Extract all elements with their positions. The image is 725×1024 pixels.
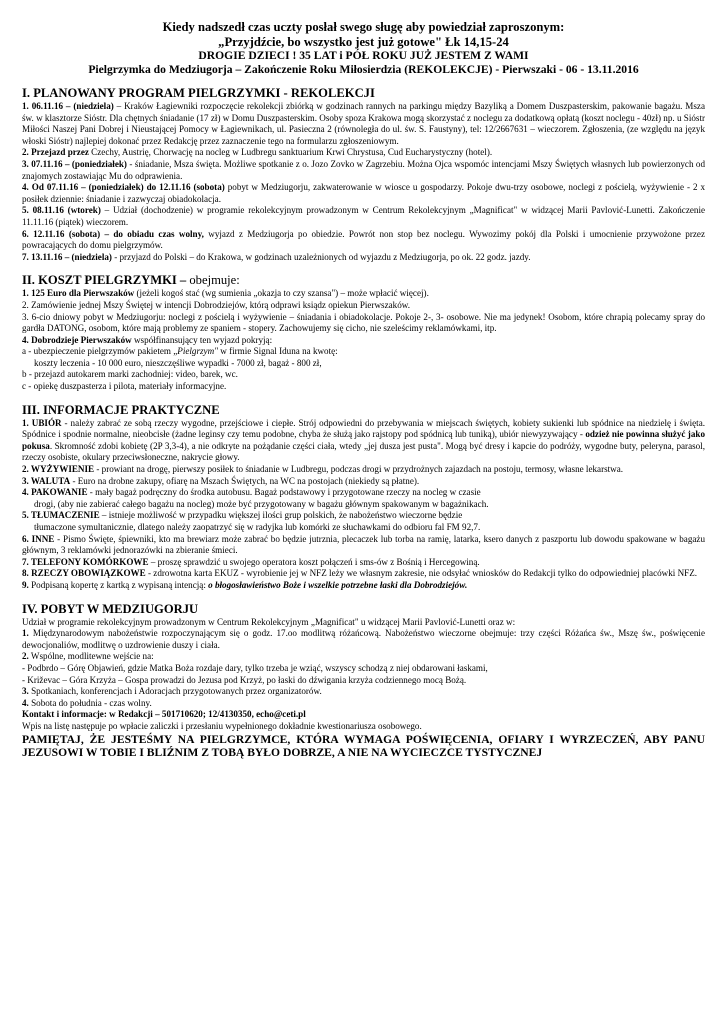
section-4-title: IV. POBYT W MEDZIUGORJU <box>22 601 199 616</box>
info-item-7: 7. TELEFONY KOMÓRKOWE – proszę sprawdzić u swojego operatora koszt połączeń i sms-ów z Bośnią i Hercegowiną. <box>22 556 480 567</box>
stay-item-2-dash-1: - Podbrdo – Górę Objawień, gdzie Matka Boża rozdaje dary, tylko trzeba je wziąć, wszyscy schodzą z niej obdarowani łaskami, <box>22 662 488 673</box>
contact-line: Kontakt i informacje: w Redakcji – 501710620; 12/4130350, echo@ceti.pl <box>22 709 306 720</box>
info-item-6: 6. INNE - Pismo Święte, śpiewniki, kto ma brewiarz może zabrać bo będzie jutrznia, plecaczek lub torba na ramię, latarka, ksero danych z paszportu lub dowodu spakowane w bagażu głównym, 3 reklamówki jednorazówki na zbieranie śmieci. <box>22 533 705 556</box>
info-item-5-cont: tłumaczone symultanicznie, dlatego należy zaopatrzyć się w radyjka lub komórki ze słuchawkami do odbioru fal FM 92,7. <box>34 522 481 532</box>
header-line-1: Kiedy nadszedł czas uczty posłał swego sługę aby powiedział zaproszonym: <box>162 20 565 34</box>
stay-item-2-dash-2: - Križevac – Góra Krzyża – Gospa prowadzi do Jezusa pod Krzyż, po łaski do dźwigania krzyża codziennego mocą Bożą. <box>22 674 467 685</box>
info-item-8: 8. RZECZY OBOWIĄZKOWE - zdrowotna karta EKUZ - wyrobienie jej w NFZ leży we własnym zakresie, nie odsyłać wniosków do Redakcji tylko do odpowiedniej placówki NFZ. <box>22 568 698 579</box>
section-1-title: I. PLANOWANY PROGRAM PIELGRZYMKI - REKOLEKCJI <box>22 86 375 100</box>
cost-item-a-details: koszty leczenia - 10 000 euro, nieszczęśliwe wypadki - 7000 zł, bagaż - 800 zł, <box>34 357 322 368</box>
cost-item-c: c - opiekę duszpasterza i pilota, materiały informacyjne. <box>22 381 227 392</box>
program-item-3: 3. 07.11.16 – (poniedziałek) - śniadanie, Msza święta. Możliwe spotkanie z o. Jozo Zovko w Zagrzebiu. Można Ojca wspomóc intencjami Mszy Świętych własnych lub powierzonych od znajomych zostawiając Mu do odprawienia. <box>22 158 705 181</box>
info-item-4: 4. PAKOWANIE - mały bagaż podręczny do środka autobusu. Bagaż podstawowy i przygotowane rzeczy na nocleg w czasie <box>22 487 481 498</box>
info-item-3: 3. WALUTA - Euro na drobne zakupy, ofiarę na Mszach Świętych, na WC na postojach (niekiedy są płatne). <box>22 475 420 486</box>
section-3-title: III. INFORMACJE PRAKTYCZNE <box>22 402 220 417</box>
cost-item-a: a - ubezpieczenie pielgrzymów pakietem „Pielgrzym" w firmie Signal Iduna na kwotę: <box>22 346 338 357</box>
cost-item-3: 3. 6-cio dniowy pobyt w Medziugorju: noclegi z pościelą i wyżywienie – śniadania i obiadokolacje. Pokoje 2-, 3- osobowe. Nie ma jedynek! Osobom, które chrapią polecamy spray do gardła DATONG, osobom, które mają problemy ze spaniem - stopery. Zachowujemy się cicho, nie szeleścimy reklamówkami, itp. <box>22 311 705 334</box>
stay-item-1: 1. Międzynarodowym nabożeństwie rozpoczynającym się o godz. 17.oo modlitwą różańcową. Nabożeństwo wieczorne obejmuje: trzy części Różańca św., Mszę św., poświęcenie dewocjonaliów, modlitwę o uzdrowienie duszy i ciała. <box>22 628 705 650</box>
final-reminder: PAMIĘTAJ, ŻE JESTEŚMY NA PIELGRZYMCE, KTÓRA WYMAGA POŚWIĘCENIA, OFIARY I WYRZECZEŃ, ABY PANU JEZUSOWI W TOBIE I BLIŹNIM Z TOBĄ BYŁO DOBRZE, A NIE NA WYCIECZCE TYSTYCZNEJ <box>22 732 705 760</box>
stay-intro: Udział w programie rekolekcyjnym prowadzonym w Centrum Rekolekcyjnym „Magnificat" u widzącej Marii Pavlović-Lunetti oraz w: <box>22 616 516 627</box>
info-item-2: 2. WYŻYWIENIE - prowiant na drogę, pierwszy posiłek to śniadanie w Ludbregu, podczas drogi w przydrożnych zajazdach na postoju, termosy, własne lekarstwa. <box>22 464 624 475</box>
header-line-2: „Przyjdźcie, bo wszystko jest już gotowe" Łk 14,15-24 <box>218 34 509 49</box>
info-item-1: 1. UBIÓR - należy zabrać ze sobą rzeczy wygodne, przejściowe i ciepłe. Strój odpowiedni do przebywania w miejscach świętych, kobiety sukienki lub spódnice na niedzielę i święta. Spódnice i spodnie normalne, nieobcisłe (żadne leginsy czy temu podobne, chyba że służą jako rajstopy pod spódnicą lub tuniką), ubiór niewyzywający - odzież nie powinna służyć jako pokusa. Skromność zdobi kobietę (2P 3,3-4), a nie odkryte na pożądanie części ciała, wtedy „jej dusza jest pusta". Mogą być dresy i kapcie do podróży, wygodne buty, peleryna, parasol, rzeczy osobiste, okulary przeciwsłoneczne, nakrycie głowy. <box>22 417 705 463</box>
info-item-5: 5. TŁUMACZENIE – istnieje możliwość w przypadku większej ilości grup polskich, że nabożeństwo wieczorne będzie <box>22 510 463 521</box>
program-item-4: 4. Od 07.11.16 – (poniedziałek) do 12.11.16 (sobota) pobyt w Medziugorju, zakwaterowanie w wiosce u gospodarzy. Pokoje dwu-trzy osobowe, noclegi z pościelą, wyżywienie - 2 x posiłek dziennie: śniadanie i zazwyczaj obiadokolacja. <box>22 182 706 204</box>
stay-item-2: 2. Wspólne, modlitewne wejście na: <box>22 651 154 662</box>
program-item-7: 7. 13.11.16 – (niedziela) - przyjazd do Polski – do Krakowa, w godzinach uzależnionych od wyjazdu z Medziugorja, po ok. 22 godz. jazdy. <box>22 251 531 262</box>
cost-item-2: 2. Zamówienie jednej Mszy Świętej w intencji Dobrodziejów, którą odprawi ksiądz opiekun Pierwszaków. <box>22 299 410 310</box>
cost-item-b: b - przejazd autokarem marki zachodniej: video, barek, wc. <box>22 369 238 380</box>
header-line-3: DROGIE DZIECI ! 35 LAT i PÓŁ ROKU JUŻ JESTEM Z WAMI <box>198 49 529 63</box>
cost-item-4: 4. Dobrodzieje Pierwszaków współfinansujący ten wyjazd pokryją: <box>22 334 273 345</box>
program-item-1: 1. 06.11.16 – (niedziela) – Kraków Łagiewniki rozpoczęcie rekolekcji zbiórką w godzinach rannych na parkingu między Bazyliką a Domem Duszpasterskim, pakowanie bagażu. Msza św. w klasztorze Sióstr. Dla chętnych śniadanie (17 zł) w Domu Duszpasterskim. Osoby spoza Krakowa mogą skorzystać z noclegu za dodatkową opłatą (koszt noclegu - 40zł) np. u Sióstr Miłości Naszej Pani Dobrej i Nieustającej Pomocy w Łagiewnikach, ul. Pasieczna 2 (równoległa do ul. św. S. Faustyny), tel: 12/2667631 – wieczorem. Zgłoszenia, (ze względu na język włoski Sióstr) najlepiej dokonać przez Redakcję przez zaznaczenie tego na formularzu zgłoszeniowym. <box>22 101 706 146</box>
info-item-4-cont: drogi, (aby nie zabierać całego bagażu na nocleg) może być przygotowany w bagażu głównym spakowanym w bagażnikach. <box>34 498 489 509</box>
program-item-2: 2. Przejazd przez Czechy, Austrię, Chorwację na nocleg w Ludbregu sanktuarium Krwi Chrystusa, Cud Eucharystyczny (hotel). <box>22 147 493 158</box>
info-item-9: 9. Podpisaną kopertę z kartką z wypisaną intencją: o błogosławieństwo Boże i wszelkie potrzebne łaski dla Dobrodziejów. <box>22 579 468 590</box>
section-2-title: II. KOSZT PIELGRZYMKI – obejmuje: <box>22 273 240 288</box>
document-page <box>22 20 705 760</box>
header-line-4: Pielgrzymka do Medziugorja – Zakończenie Roku Miłosierdzia (REKOLEKCJE) - Pierwszaki - 06 - 13.11.2016 <box>88 62 639 76</box>
registration-note: Wpis na listę następuje po wpłacie zaliczki i przesłaniu wypełnionego dokładnie kwestionariusza osobowego. <box>22 720 422 731</box>
program-item-5: 5. 08.11.16 (wtorek) – Udział (dochodzenie) w programie rekolekcyjnym prowadzonym w Centrum Rekolekcyjnym „Magnificat" w widzącej Marii Pavlović-Lunetti. Zakończenie 11.11.16 (piątek) wieczorem. <box>22 205 706 227</box>
stay-item-4: 4. Sobota do południa - czas wolny. <box>22 697 152 708</box>
stay-item-3: 3. Spotkaniach, konferencjach i Adoracjach przygotowanych przez organizatorów. <box>22 686 322 697</box>
program-item-6: 6. 12.11.16 (sobota) – do obiadu czas wolny, wyjazd z Medziugorja po obiedzie. Powrót non stop bez noclegu. Wywozimy pokój dla Polski i umocnienie przywożone przez powracających do domu pielgrzymów. <box>22 228 705 251</box>
cost-item-1: 1. 125 Euro dla Pierwszaków (jeżeli kogoś stać (wg sumienia „okazja to czy szansa") – może wpłacić więcej). <box>22 288 429 299</box>
